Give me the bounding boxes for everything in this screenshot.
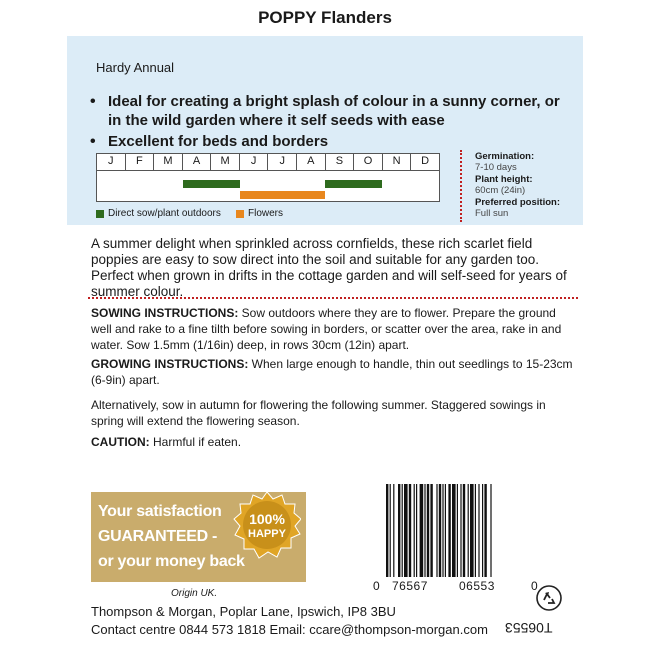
flower-period-bar: [240, 191, 326, 199]
caution: [91, 434, 575, 450]
barcode-bar: [475, 484, 476, 577]
origin: Origin UK.: [171, 588, 218, 599]
barcode-bar: [398, 484, 400, 577]
legend-sow-label: Direct sow/plant outdoors: [108, 208, 221, 219]
legend-sow: [96, 208, 221, 219]
sowing-heading: SOWING INSTRUCTIONS:: [91, 306, 239, 320]
barcode-bar: [404, 484, 408, 577]
calendar-months: [97, 154, 439, 171]
barcode-digits-right: 06553: [459, 579, 495, 593]
guarantee-line-1: Your satisfaction: [98, 503, 222, 520]
month-label: J: [268, 154, 297, 170]
growing-text: When large enough to handle, thin out seedlings to 15-23cm (6-9in) apart.: [91, 357, 573, 387]
barcode-bar: [468, 484, 469, 577]
alternative-instructions: Alternatively, sow in autumn for flowering the following summer. Staggered sowings in spring will extend the flowering season.: [91, 398, 546, 428]
barcode-bar: [460, 484, 461, 577]
barcode-bar: [442, 484, 443, 577]
sowing-instructions: [91, 305, 575, 353]
height-label: Plant height:: [475, 174, 533, 185]
barcode-bar: [463, 484, 465, 577]
barcode-bar: [436, 484, 437, 577]
barcode-bar: [420, 484, 424, 577]
legend-flowers: [236, 208, 283, 219]
month-label: M: [211, 154, 240, 170]
barcode-bar: [416, 484, 417, 577]
height-value: 60cm (24in): [475, 185, 526, 196]
position-value: Full sun: [475, 208, 509, 219]
barcode-bar: [414, 484, 415, 577]
barcode-bar: [402, 484, 403, 577]
company-address: Thompson & Morgan, Poplar Lane, Ipswich, IP8 3BU: [91, 604, 396, 619]
sow-period-bar: [325, 180, 382, 188]
feature-item: • Excellent for beds and borders: [90, 132, 575, 151]
month-label: A: [297, 154, 326, 170]
plant-type: Hardy Annual: [96, 60, 175, 75]
barcode-bar: [478, 484, 479, 577]
barcode-bar: [470, 484, 474, 577]
position-label: Preferred position:: [475, 197, 560, 208]
barcode-bar: [439, 484, 441, 577]
legend-flowers-label: Flowers: [248, 208, 284, 219]
barcode-bar: [490, 484, 491, 577]
barcode-bar: [448, 484, 450, 577]
facts-divider: [460, 150, 462, 222]
happy-badge-icon: [233, 491, 301, 559]
month-label: A: [183, 154, 212, 170]
month-label: D: [421, 155, 430, 167]
month-label: N: [383, 154, 412, 170]
barcode-digits-left: 76567: [392, 579, 428, 593]
guarantee-line-2: GUARANTEED -: [98, 528, 218, 545]
sowing-calendar: [96, 153, 440, 202]
barcode-bar: [409, 484, 411, 577]
contact-line: Contact centre 0844 573 1818 Email: ccare@thompson-morgan.com: [91, 622, 488, 637]
month-label: F: [126, 154, 155, 170]
barcode-bar: [430, 484, 432, 577]
germination-label: Germination:: [475, 151, 535, 162]
month-label: J: [240, 154, 269, 170]
sow-period-bar: [183, 180, 240, 188]
barcode-bar: [484, 484, 486, 577]
recycle-icon: [536, 585, 562, 611]
sowing-text: Sow outdoors where they are to flower. Prepare the ground well and rake to a fine tilth before sowing in borders, or scatter over the area, rake in and water. Sow 1.5mm (1/16in) deep, in rows 30cm (12in) apart.: [91, 306, 562, 352]
barcode-bar: [427, 484, 429, 577]
barcode-bar: [390, 484, 391, 577]
growing-instructions: [91, 356, 575, 388]
product-code: T06553: [505, 620, 553, 636]
barcode-bar: [457, 484, 458, 577]
plant-facts: [475, 151, 580, 220]
barcode: [386, 484, 526, 577]
sow-swatch: [96, 210, 104, 218]
growing-heading: GROWING INSTRUCTIONS:: [91, 357, 249, 371]
description: A summer delight when sprinkled across cornfields, these rich scarlet field poppies are easy to sow direct into the soil and suitable for any garden too. Perfect when grown in drifts in the cottage garden and will self-seed for years of summer colour.: [91, 236, 567, 299]
guarantee-line-3: or your money back: [98, 553, 245, 570]
barcode-bar: [386, 484, 388, 577]
badge-top-text: 100%: [249, 511, 285, 527]
month-label: M: [154, 154, 183, 170]
caution-heading: CAUTION:: [91, 435, 150, 449]
page-title: POPPY Flanders: [258, 8, 392, 27]
feature-item: • Ideal for creating a bright splash of colour in a sunny corner, or in the wild garden where it self seeds with ease: [90, 92, 575, 130]
barcode-digit-first: 0: [373, 579, 381, 593]
month-label: J: [97, 154, 126, 170]
germination-value: 7-10 days: [475, 162, 517, 173]
barcode-bar: [452, 484, 456, 577]
barcode-bar: [482, 484, 483, 577]
barcode-bar: [424, 484, 425, 577]
caution-text: Harmful if eaten.: [149, 435, 242, 449]
badge-bottom-text: HAPPY: [248, 528, 286, 540]
barcode-bar: [445, 484, 446, 577]
barcode-bar: [393, 484, 394, 577]
barcode-digit-last: 0: [531, 579, 539, 593]
flower-swatch: [236, 210, 244, 218]
section-divider: [88, 297, 578, 299]
month-label: O: [354, 154, 383, 170]
feature-list: [90, 92, 575, 153]
month-label: S: [326, 154, 355, 170]
